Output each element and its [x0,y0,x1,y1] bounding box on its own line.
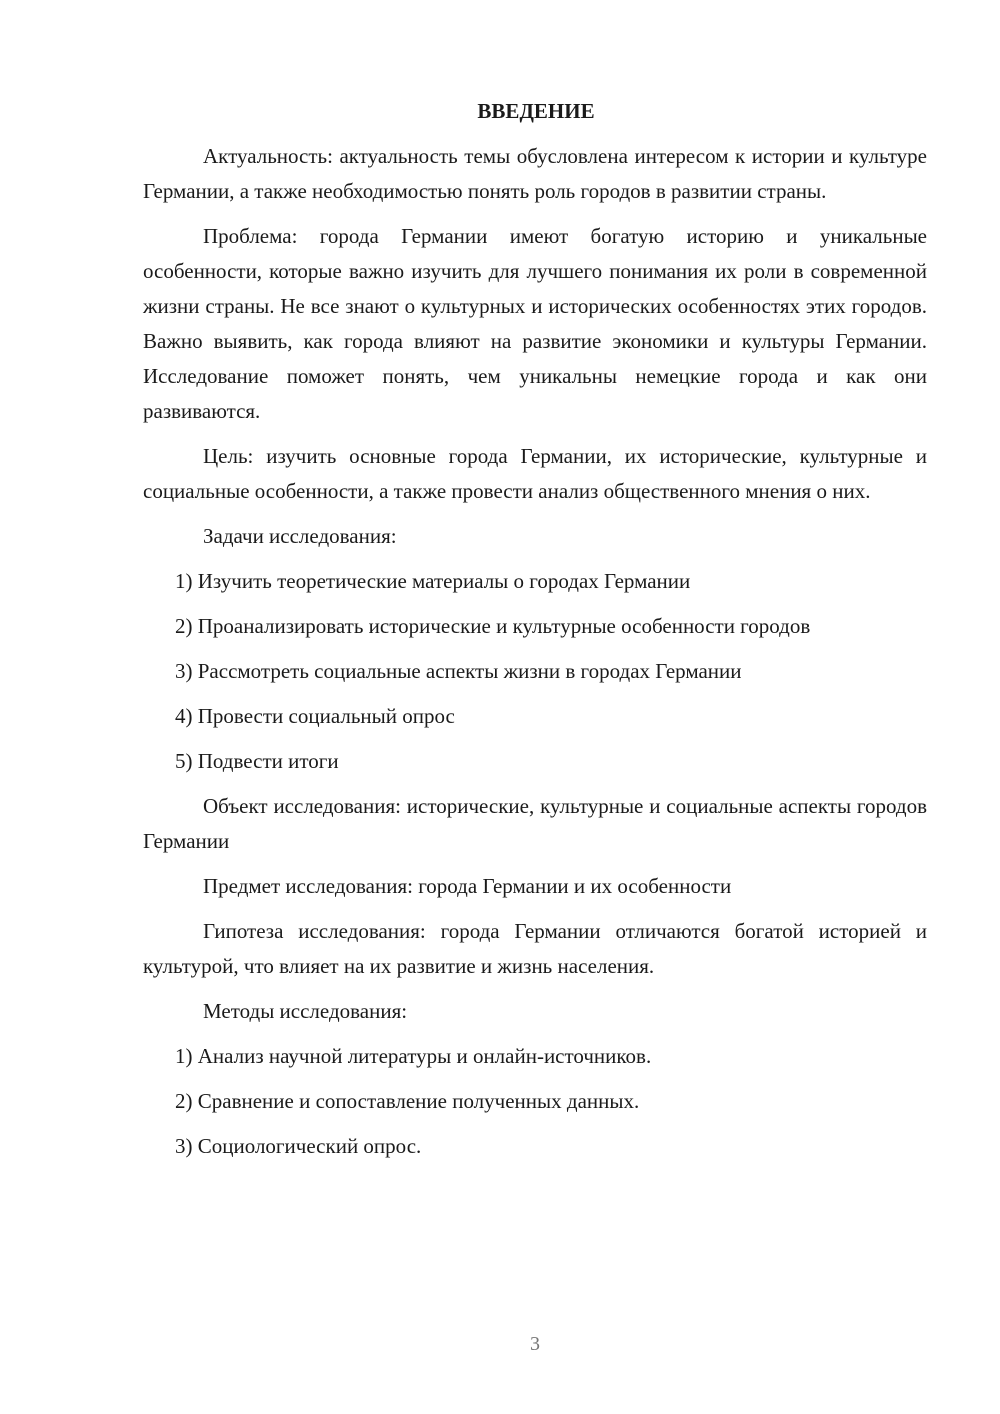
task-item: 2) Проанализировать исторические и культурные особенности городов [175,614,811,638]
tasks-heading: Задачи исследования: [203,524,397,548]
task-item: 3) Рассмотреть социальные аспекты жизни в городах Германии [175,659,742,683]
section-title: ВВЕДЕНИЕ [477,99,595,123]
subject-paragraph: Предмет исследования: города Германии и их особенности [203,874,732,898]
method-item: 1) Анализ научной литературы и онлайн-источников. [175,1044,652,1068]
problem-paragraph: Проблема: города Германии имеют богатую историю и уникальные особенности, которые важно изучить для лучшего понимания их роли в современной жизни страны. Не все знают о культурных и исторических особенностях этих городов. Важно выявить, как города влияют на развитие экономики и культуры Германии. Исследование поможет понять, чем уникальны немецкие города и как они развиваются. [143,224,927,423]
page-number: 3 [530,1333,540,1355]
method-item: 2) Сравнение и сопоставление полученных данных. [175,1089,640,1113]
goal-paragraph: Цель: изучить основные города Германии, их исторические, культурные и социальные особенности, а также провести анализ общественного мнения о них. [143,444,927,503]
object-paragraph: Объект исследования: исторические, культурные и социальные аспекты городов Германии [143,794,927,853]
page-content [143,94,927,1174]
relevance-paragraph: Актуальность: актуальность темы обусловлена интересом к истории и культуре Германии, а также необходимостью понять роль городов в развитии страны. [143,144,927,203]
hypothesis-paragraph: Гипотеза исследования: города Германии отличаются богатой историей и культурой, что влияет на их развитие и жизнь населения. [143,919,927,978]
method-item: 3) Социологический опрос. [175,1134,422,1158]
task-item: 5) Подвести итоги [175,749,339,773]
methods-heading: Методы исследования: [203,999,408,1023]
task-item: 1) Изучить теоретические материалы о городах Германии [175,569,691,593]
task-item: 4) Провести социальный опрос [175,704,455,728]
